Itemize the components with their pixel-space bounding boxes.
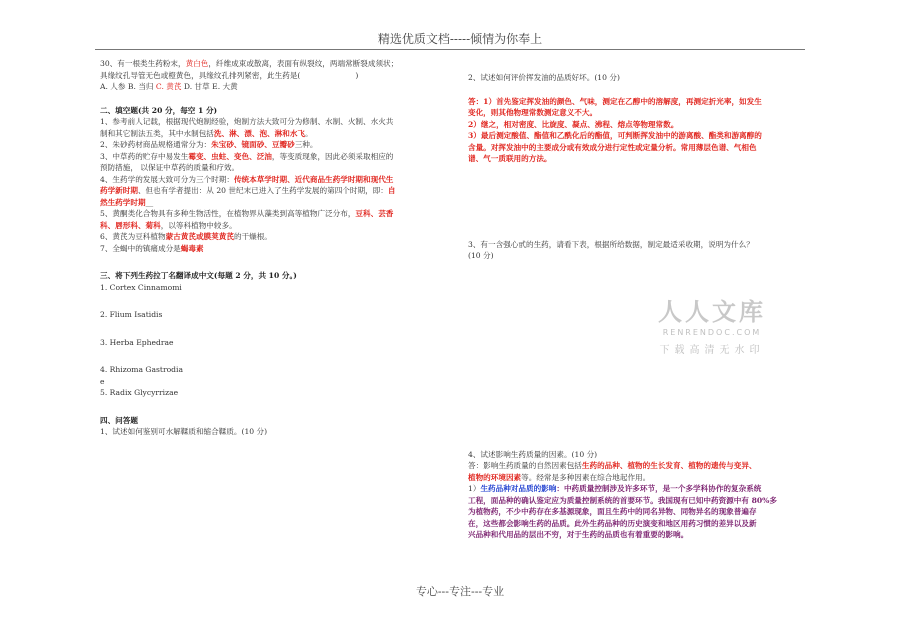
translate-4-e: e	[100, 376, 105, 386]
renrendoc-watermark	[648, 292, 776, 356]
answer-4-point1-l2: 工程，面品种的确认鉴定应为质量控制系统的首要环节。我国现有已知中药资源中有 80%多	[468, 495, 777, 505]
watermark-domain: RENRENDOC.COM	[662, 328, 762, 337]
answer-2-line1: 答：1）首先鉴定挥发油的颜色、气味，测定在乙醇中的溶解度，再测定折光率，如发生	[468, 96, 762, 106]
left-column	[100, 58, 445, 438]
answer-2-line6: 谱、气一质联用的方法。	[468, 154, 552, 163]
q30-options: A. 人参 B. 当归 C. 黄芪 D. 甘草 E. 大黄	[100, 82, 238, 91]
answer-4-point1-l4: 在，这些都会影响生药的品质。此外生药品种的历史演变和地区用药习惯的差异以及新	[468, 518, 757, 528]
answer-2-line3: 2）继之，相对密度、比旋度、凝点、沸程、熔点等物理常数。	[468, 119, 679, 129]
answer-4-point1: 1）生药品种对品质的影响：中药质量控制涉及许多环节，是一个多学科协作的复杂系统	[468, 484, 762, 493]
section-translate-title: 三、将下列生药拉丁名翻译成中文(每题 2 分，共 10 分。)	[100, 271, 297, 280]
page-header: 精选优质文档-----倾情为你奉上	[377, 32, 543, 46]
translate-2: 2. Flium Isatidis	[100, 310, 163, 319]
answer-4-line1: 答：影响生药质量的自然因素包括生药的品种、植物的生长发育、植物的遗传与变异、	[468, 461, 757, 470]
header-divider	[95, 49, 805, 50]
fill-1-line2: 制和其它制法五类，其中水制包括洗、淋、漂、泡、淋和水飞。	[100, 128, 313, 138]
fill-5-line2: 科、唇形科、菊科，以等科植物中较多。	[100, 220, 237, 230]
fill-4-line2: 药学新时期、但也有学者提出：从 20 世纪末已进入了生药学发展的第四个时期，即：自	[100, 186, 396, 195]
answer-4-line2: 植物的环境因素等。经常是多种因素在综合地起作用。	[468, 472, 651, 482]
fill-2: 2、朱砂药材商品规格通常分为：朱宝砂、镜面砂、豆瓣砂三种。	[100, 140, 318, 149]
q30-line1: 30、有一根类生药粉末，黄白色，纤维成束或散离，表面有纵裂纹，两端常断裂成须状；	[100, 59, 399, 68]
qa-2: 2、试述如何评价挥发油的品质好坏。(10 分)	[468, 73, 620, 82]
section-fill-title: 二、填空题(共 20 分，每空 1 分)	[100, 105, 218, 115]
answer-2-line5: 含量。对挥发油中的主要成分或有效成分进行定性或定量分析。常用薄层色谱、气相色	[468, 142, 757, 152]
qa-3-line1: 3、有一含强心甙的生药，请看下表，根据所给数据，制定最适采收期，说明为什么？	[468, 239, 754, 249]
answer-2-line4: 3）最后测定酸值、酯值和乙酰化后的酯值，可判断挥发油中的游离酸、酯类和游离醇的	[468, 131, 762, 140]
translate-3: 3. Herba Ephedrae	[100, 337, 174, 347]
qa-3-line2: (10 分)	[468, 251, 494, 260]
answer-4-point1-l5: 兴品种和代用品的层出不穷，对于生药的品质也有着重要的影响。	[468, 530, 689, 539]
translate-4: 4. Rhizoma Gastrodia	[100, 365, 183, 374]
fill-3-line2: 预防措施， 以保证中草药的质量和疗效。	[100, 163, 240, 172]
qa-4: 4、试述影响生药质量的因素。(10 分)	[468, 449, 598, 459]
answer-2-line2: 变化，则其他物理常数测定意义不大。	[468, 108, 598, 117]
translate-1: 1. Cortex Cinnamomi	[100, 282, 182, 292]
page-footer: 专心---专注---专业	[415, 585, 505, 598]
qa-1: 1、试述如何鉴别可水解鞣质和缩合鞣质。(10 分)	[100, 427, 268, 436]
watermark-subtitle: 下载高清无水印	[659, 345, 765, 356]
fill-1-line1: 1、参考前人记载，根据现代炮制经验，炮制方法大致可分为修制、水制、火制、水火共	[100, 117, 394, 126]
section-qa-title: 四、问答题	[100, 415, 138, 425]
fill-6: 6、黄芪为豆科植物蒙古黄芪或膜荚黄芪的干燥根。	[100, 232, 272, 241]
fill-5-line1: 5、黄酮类化合物具有多种生物活性，在植物界从藻类到高等植物广泛分布，豆科、芸香	[100, 209, 394, 218]
answer-4-point1-l3: 为植物药，不少中药存在多基源现象，面且生药中的同名异物、同物异名的现象普遍存	[468, 507, 757, 516]
fill-4-line1: 4、生药学的发展大致可分为三个时期：传统本草学时期、近代商品生药学时期和现代生	[100, 174, 394, 184]
fill-7: 7、全蝎中的镇痛成分是蝎毒素	[100, 243, 204, 253]
translate-5: 5. Radix Glycyrrizae	[100, 388, 179, 397]
watermark-title: 人人文库	[658, 298, 766, 326]
fill-4-line3: 然生药学时期__	[100, 197, 154, 207]
q30-line2: 具缘纹孔导管无色或橙黄色，具缘纹孔排列紧密，此生药是( )	[100, 70, 359, 80]
fill-3-line1: 3、中草药的贮存中易发生霉变、虫蛀、变色、泛油，等变质现象，因此必须采取相应的	[100, 151, 394, 161]
